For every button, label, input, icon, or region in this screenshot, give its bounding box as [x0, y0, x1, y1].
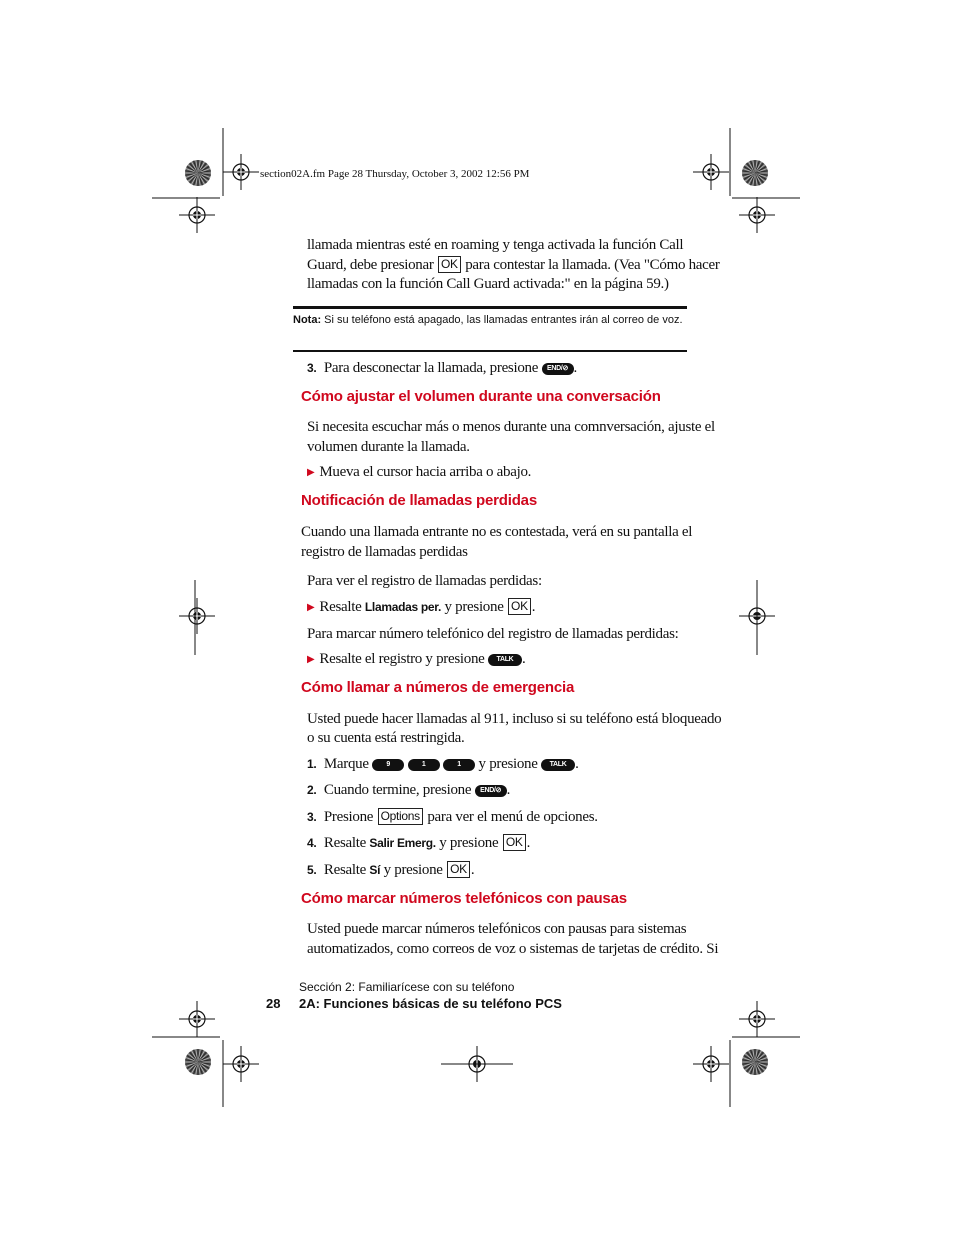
step-text: Cuando termine, presione — [323, 782, 472, 798]
note-top-rule — [293, 306, 687, 309]
note-text: Si su teléfono está apagado, las llamadas entrantes irán al correo de voz. — [324, 314, 683, 326]
bullet-arrow-icon: ▶ — [307, 467, 315, 478]
step-number: 1. — [307, 757, 317, 771]
ok-key-icon: OK — [447, 861, 470, 878]
step-number: 2. — [307, 783, 317, 797]
step-text: Marque — [323, 756, 369, 772]
step-punct: . — [573, 360, 577, 376]
emergency-step-2 — [307, 780, 510, 800]
key-1-icon: 1 — [443, 759, 475, 771]
intro-line-2 — [307, 255, 720, 275]
bullet-arrow-icon: ▶ — [307, 602, 315, 613]
bullet-text: Mueva el cursor hacia arriba o abajo. — [319, 464, 532, 480]
missed-line-2: registro de llamadas perdidas — [301, 544, 468, 560]
talk-key-icon: TALK — [541, 759, 575, 771]
bullet-punct: . — [521, 651, 526, 667]
intro-line-1: llamada mientras esté en roaming y tenga activada la función Call — [307, 237, 684, 253]
step-number: 3. — [307, 361, 317, 375]
footer-chapter: 2A: Funciones básicas de su teléfono PCS — [299, 996, 562, 1011]
page-number: 28 — [266, 996, 281, 1011]
step-text: Presione — [323, 809, 374, 825]
pauses-line-1: Usted puede marcar números telefónicos con pausas para sistemas — [307, 921, 687, 937]
menu-item-si: Sí — [369, 863, 381, 877]
print-header: section02A.fm Page 28 Thursday, October 3, 2002 12:56 PM — [260, 168, 530, 180]
pauses-line-2: automatizados, como correos de voz o sistemas de tarjetas de crédito. Si — [307, 941, 719, 957]
missed-dial-intro: Para marcar número telefónico del registro de llamadas perdidas: — [307, 626, 679, 642]
emergency-step-4 — [307, 833, 530, 853]
emergency-step-3 — [307, 807, 598, 827]
heading-volume: Cómo ajustar el volumen durante una conversación — [301, 388, 661, 405]
step-text: y presione — [383, 862, 443, 878]
key-1-icon: 1 — [408, 759, 440, 771]
missed-bullet-2 — [307, 649, 525, 670]
missed-view-intro: Para ver el registro de llamadas perdidas: — [307, 573, 542, 589]
ok-key-icon: OK — [508, 598, 531, 615]
step-punct: . — [526, 835, 531, 851]
note-bottom-rule — [293, 350, 687, 352]
emergency-step-1 — [307, 754, 579, 774]
intro-text: para contestar la llamada. (Vea "Cómo hacer — [465, 257, 720, 273]
emergency-line-1: Usted puede hacer llamadas al 911, incluso si su teléfono está bloqueado — [307, 711, 722, 727]
step-punct: . — [506, 782, 511, 798]
end-key-icon: END/⊘ — [542, 363, 574, 375]
volume-line-2: volumen durante la llamada. — [307, 439, 470, 455]
options-key-icon: Options — [378, 808, 423, 825]
heading-pauses: Cómo marcar números telefónicos con pausas — [301, 890, 627, 907]
step-text: para ver el menú de opciones. — [427, 809, 598, 825]
menu-item-llamadas-per: Llamadas per. — [364, 600, 442, 614]
bullet-text: Resalte el registro y presione — [319, 651, 485, 667]
bullet-arrow-icon: ▶ — [307, 654, 315, 665]
volume-line-1: Si necesita escuchar más o menos durante una comnversación, ajuste el — [307, 419, 715, 435]
step-punct: . — [575, 756, 579, 772]
note-label: Nota: — [293, 314, 322, 326]
step-number: 5. — [307, 863, 317, 877]
heading-missed-calls: Notificación de llamadas perdidas — [301, 492, 537, 509]
intro-text: Guard, debe presionar — [307, 257, 434, 273]
step-text: y presione — [478, 756, 538, 772]
missed-bullet-1 — [307, 597, 535, 618]
note-box — [293, 312, 685, 328]
emergency-line-2: o su cuenta está restringida. — [307, 730, 465, 746]
step-text: Resalte — [323, 862, 366, 878]
step-number: 4. — [307, 836, 317, 850]
footer-section: Sección 2: Familiarícese con su teléfono — [299, 980, 515, 994]
bullet-punct: . — [531, 599, 536, 615]
step-disconnect — [307, 358, 577, 378]
step-text: Resalte — [323, 835, 366, 851]
talk-key-icon: TALK — [488, 654, 522, 666]
heading-emergency: Cómo llamar a números de emergencia — [301, 679, 575, 696]
menu-item-salir-emerg: Salir Emerg. — [369, 836, 436, 850]
missed-line-1: Cuando una llamada entrante no es contestada, verá en su pantalla el — [301, 524, 693, 540]
bullet-text: Resalte — [319, 599, 362, 615]
step-number: 3. — [307, 810, 317, 824]
end-key-icon: END/⊘ — [475, 785, 507, 797]
volume-bullet — [307, 462, 531, 483]
bullet-text: y presione — [444, 599, 504, 615]
step-text: y presione — [439, 835, 499, 851]
intro-line-3: llamadas con la función Call Guard activada:" en la página 59.) — [307, 276, 669, 292]
ok-key-icon: OK — [438, 256, 461, 273]
step-text: Para desconectar la llamada, presione — [323, 360, 539, 376]
emergency-step-5 — [307, 860, 474, 880]
step-punct: . — [470, 862, 475, 878]
ok-key-icon: OK — [503, 834, 526, 851]
key-9-icon: 9 — [372, 759, 404, 771]
